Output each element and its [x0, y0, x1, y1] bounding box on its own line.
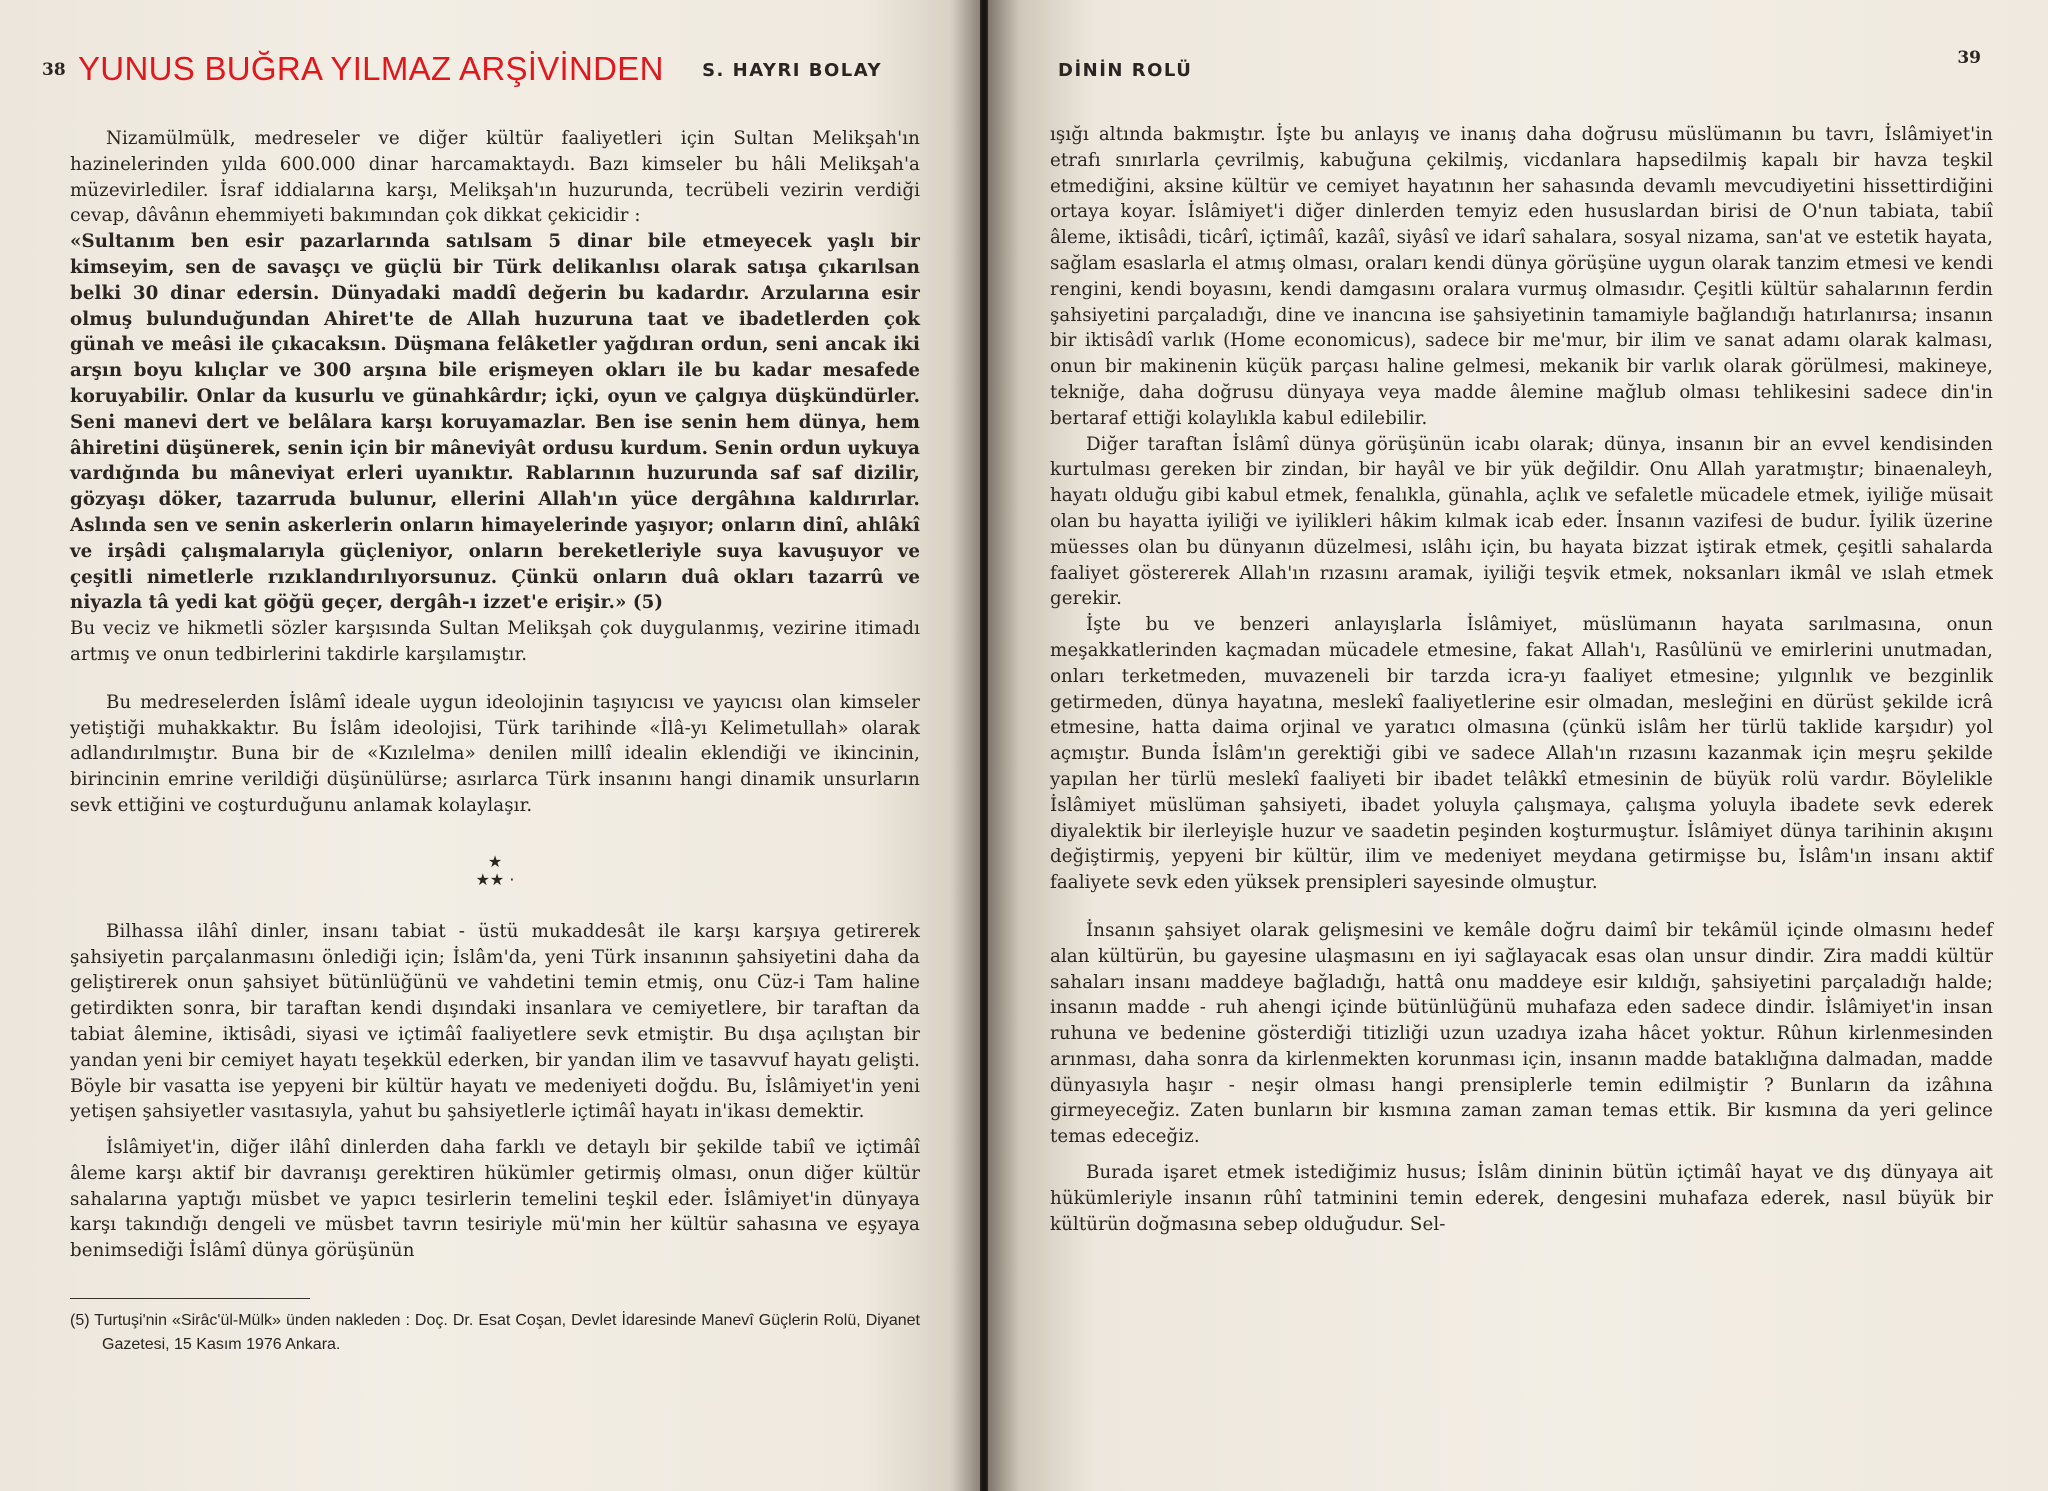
left-page-body [70, 126, 920, 1357]
book-gutter [980, 0, 988, 1491]
paragraph: Bu medreselerden İslâmî ideale uygun ideolojinin taşıyıcısı ve yayıcısı olan kimseler yetiştiği muhakkaktır. Bu İslâm ideolojisi, Türk tarihinde «İlâ-yı Kelimetullah» olarak adlandırılmıştır. Buna bir de «Kızılelma» denilen millî idealin eklendiği ve ikincinin, birincinin emrine verildiği düşünülürse; asırlarca Türk insanını hangi dinamik unsurların sevk ettiğini ve coşturduğunu anlamak kolaylaşır. [70, 691, 920, 816]
paragraph: ışığı altında bakmıştır. İşte bu anlayış ve inanış daha doğrusu müslümanın bu tavrı, İslâmiyet'in etrafı sınırlarla çevrilmiş, kabuğuna çekilmiş, vicdanlara hapsedilmiş kapalı bir havza teşkil etmediğini, aksine kültür ve cemiyet hayatının her sahasında devamlı mevcudiyetini hissettirdiğini ortaya koyar. İslâmiyet'i diğer dinlerden temyiz eden hususlardan birisi de O'nun tabiata, tabiî âleme, iktisâdi, ticârî, içtimâî, kazâî, siyâsî ve idarî sahalara, sosyal nizama, san'at ve estetik hayata, sağlam esaslarla el atmış olması, oraları kendi dünya görüşüne uygun olarak tanzim etmesi ve kendi rengini, kendi boyasını, kendi damgasını oralara vurmuş olmasıdır. Çeşitli kültür sahalarının ferdin şahsiyetini parçaladığı, dine ve inancına ise şahsiyetinin tamamiyle bağlandığı hatırlanırsa; insanın bir iktisâdî varlık (Home economicus), sadece bir me'mur, bir ilim ve sanat adamı olarak kalması, onun bir makinenin küçük parçası haline gelmesi, mekanik bir varlık olarak görülmesi, makineye, tekniğe, daha doğrusu dünyaya veya madde âlemine mağlub olması tehlikesini sadece din'in bertaraf ettiği kolaylıkla kabul edilebilir. [1050, 124, 1993, 429]
right-page-header [1050, 44, 1993, 90]
footnote: (5) Turtuşi'nin «Sirâc'ül-Mülk» ünden nakleden : Doç. Dr. Esat Coşan, Devlet İdaresinde Manevî Güçlerin Rolü, Diyanet Gazetesi, 15 Kasım 1976 Ankara. [70, 1312, 920, 1354]
paragraph: Bilhassa ilâhî dinler, insanı tabiat - üstü mukaddesât ile karşı karşıya getirerek şahsiyetin parçalanmasını önlediği için; İslâm'da, yeni Türk insanının şahsiyetini daha da geliştirerek onun şahsiyet bütünlüğünü ve vahdetini temin etmiş, onu Cüz-i Tam haline getirdikten sonra, bir taraftan kendi dışındaki insanlara ve cemiyetlere, bir taraftan da tabiat âlemine, iktisâdi, siyasi ve içtimâî faaliyetlere sevk etmiştir. Bu dışa açılıştan bir yandan yeni bir cemiyet hayatı teşekkül ederken, bir yandan ilim ve tasavvuf hayatı gelişti. Böyle bir vasatta ise yepyeni bir kültür hayatı ve medeniyeti doğdu. Bu, İslâmiyet'in yeni yetişen şahsiyetler vasıtasıyla, yahut bu şahsiyetlerle içtimâî hayatı in'ikası demektir. [70, 920, 920, 1123]
paragraph: Diğer taraftan İslâmî dünya görüşünün icabı olarak; dünya, insanın bir an evvel kendisinden kurtulması gereken bir zindan, bir hayâl ve bir yük değildir. Onu Allah yaratmıştır; binaenaleyh, hayatı olduğu gibi kabul etmek, fenalıkla, günahla, açlık ve sefaletle mücadele etmek, iyiliğe müsait olan bu hayatta iyiliği ve iyilikleri hâkim kılmak icab eder. İnsanın vazifesi de budur. İyilik üzerine müesses olan bu dünyanın düzelmesi, ıslâhı için, bu hayata bizzat iştirak etmek, çeşitli sahalarda faaliyet göstererek Allah'ın rızasını aramak, iyiliği teşvik etmek, noksanları ikmâl ve ıslah etmek gerekir. [1050, 433, 1993, 610]
quote-paragraph: «Sultanım ben esir pazarlarında satılsam 5 dinar bile etmeyecek yaşlı bir kimseyim, sen de savaşçı ve güçlü bir Türk delikanlısı olarak satışa çıkarılsan belki 30 dinar edersin. Dünyadaki maddî değerin bu kadardır. Arzularına esir olmuş bulunduğundan Ahiret'te de Allah huzuruna taat ve ibadetlerden çok günah ve meâsi ile çıkacaksın. Düşmana felâketler yağdıran ordun, seni ancak iki arşın boyu kılıçlar ve 300 arşına bile erişmeyen okları ile bu kadar mesafede koruyabilir. Onlar da kusurlu ve günahkârdır; içki, oyun ve çalgıya düşkündürler. Seni manevi dert ve belâlara karşı koruyamazlar. Ben ise senin hem dünya, hem âhiretini düşünerek, senin için bir mâneviyât ordusu kurdum. Senin ordun uykuya vardığında bu mâneviyat erleri uyanıktır. Rablarının huzurunda saf saf dizilir, gözyaşı döker, tazarruda bulunur, ellerini Allah'ın yüce dergâhına kaldırırlar. Aslında sen ve senin askerlerin onların himayelerinde yaşıyor; onların dinî, ahlâkî ve irşâdi çalışmalarıyla güçleniyor, onların bereketleriyle suya kavuşuyor ve çeşitli nimetlerle rızıklandırılıyorsunuz. Çünkü onların duâ okları tazarrû ve niyazla tâ yedi kat göğü geçer, dergâh-ı izzet'e erişir.» (5) [70, 231, 920, 614]
section-divider-stars [70, 853, 920, 889]
right-page-body [1050, 122, 1993, 1237]
star-icon: ★ [487, 851, 503, 871]
page-number-right: 39 [1957, 48, 1981, 68]
running-header-title: DİNİN ROLÜ [1058, 60, 1193, 81]
paragraph: İşte bu ve benzeri anlayışlarla İslâmiyet, müslümanın hayata sarılmasına, onun meşakkatlerinden kaçmadan mücadele etmesine, fakat Allah'ı, Rasûlünü ve emirlerini unutmadan, onları terketmeden, muvazeneli bir tarzda icra-yı faaliyet etmesine; yılgınlık ve bezginlik getirmeden, dünya hayatına, meslekî faaliyetlerine esir olmadan, mesleğini en dürüst şekilde icrâ etmesine, hatta daima orjinal ve yaratıcı olmasına (çünkü islâm her türlü taklide karşıdır) yol açmıştır. Bunda İslâm'ın gerektiği gibi ve sadece Allah'ın rızasını kazanmak için meşru şekilde yapılan her türlü meslekî faaliyeti bir ibadet telâkkî etmesinin de büyük rolü vardır. Böylelikle İslâmiyet müslüman şahsiyeti, ibadet yoluyla çalışmaya, çalışma yoluyla ibadete sevk ederek diyalektik bir ilerleyişle huzur ve saadetin peşinden koşturmuştur. İslâmiyet dünya tarihinin akışını değiştirmiş, yepyeni bir kültür, ilim ve medeniyet meydana getirmişse bu, İslâm'ın insanı aktif faaliyete sevk eden yüksek prensipleri sayesinde olmuştur. [1050, 614, 1993, 894]
paragraph: Burada işaret etmek istediğimiz husus; İslâm dininin bütün içtimâî hayat ve dış dünyaya ait hükümleriyle insanın rûhî tatminini temin ederek, dengesini muhafaza ederek, nasıl büyük bir kültürün doğmasına sebep olduğudur. Sel- [1050, 1162, 1993, 1235]
stars-icon: ★★ · [475, 869, 515, 889]
paragraph: İnsanın şahsiyet olarak gelişmesini ve kemâle doğru daimî bir tekâmül içinde olmasını hedef alan kültürün, bu gayesine ulaşmasını en iyi sağlayacak esas olan unsur dindir. Zira maddi kültür sahaları insanı maddeye bağladığı, hattâ onu maddeye esir kıldığı, şahsiyetini parçaladığı halde; insanın madde - ruh ahengi içinde bütünlüğünü muhafaza eden sadece dindir. İslâmiyet'in insan ruhuna ve bedenine gösterdiği titizliği uzun uzadıya izaha hâcet yoktur. Rûhun kirlenmesinden arınması, daha sonra da kirlenmekten korunması için, insanın madde bataklığına dalmadan, madde dünyasıyla haşır - neşir olması hangi prensiplerle temin edilmiştir ? Bunların da izâhına girmeyeceğiz. Zaten bunların bir kısmına zaman zaman temas ettik. Bir kısmına da yeri gelince temas edeceğiz. [1050, 919, 1993, 1148]
paragraph: Nizamülmülk, medreseler ve diğer kültür faaliyetleri için Sultan Melikşah'ın hazinelerinden yılda 600.000 dinar harcamaktaydı. Bazı kimseler bu hâli Melikşah'a müzevirlediler. İsraf iddialarına karşı, Melikşah'ın huzurunda, tecrübeli vezirin verdiği cevap, dâvânın ehemmiyeti bakımından çok dikkat çekicidir : [70, 128, 920, 227]
page-number-left: 38 [42, 60, 66, 80]
archive-stamp: YUNUS BUĞRA YILMAZ ARŞİVİNDEN [78, 50, 664, 87]
footnote-divider [70, 1298, 310, 1299]
left-page-header [42, 48, 920, 94]
running-header-author: S. HAYRI BOLAY [702, 60, 882, 81]
paragraph: İslâmiyet'in, diğer ilâhî dinlerden daha farklı ve detaylı bir şekilde tabiî ve içtimâî âleme karşı aktif bir davranışı gerektiren hükümler getirmiş olması, onun diğer kültür sahalarına yaptığı müsbet ve yapıcı tesirlerin temelini teşkil eder. İslâmiyet'in dünyaya karşı takındığı dengeli ve müsbet tavrın tesiriyle mü'min her kültür sahasına ve eşyaya benimsediği İslâmî dünya görüşünün [70, 1137, 920, 1262]
paragraph: Bu veciz ve hikmetli sözler karşısında Sultan Melikşah çok duygulanmış, vezirine itimadı artmış ve onun tedbirlerini takdirle karşılamıştır. [70, 618, 920, 665]
left-page [0, 0, 980, 1491]
right-page [988, 0, 2048, 1491]
